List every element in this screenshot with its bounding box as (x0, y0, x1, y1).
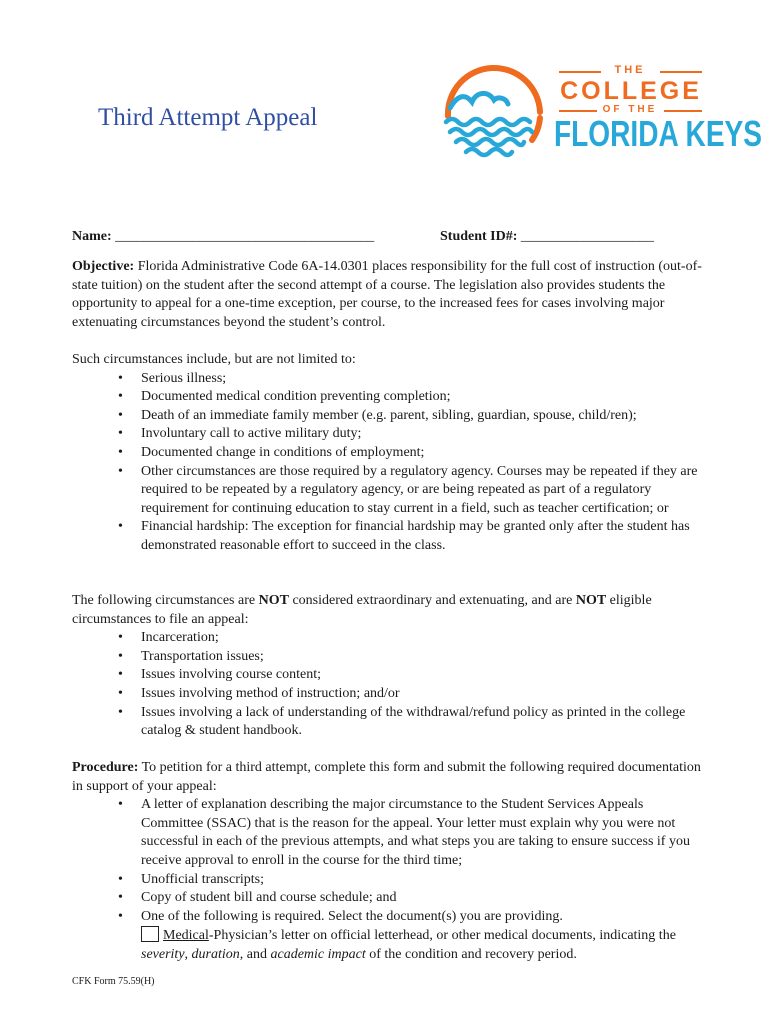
list-item: • Other circumstances are those required by a regulatory agency. Courses may be repeated if they are required to be repeated by a regulatory agency, or are being repeated as part of a regulatory requirement for continuing education to stay current in a field, such as teacher certification; or (72, 463, 702, 519)
list-item: • Financial hardship: The exception for financial hardship may be granted only after the student has demonstrated reasonable effort to succeed in the class. (72, 518, 702, 555)
not-eligible-list (72, 629, 702, 741)
medical-text-b: of the condition and recovery period. (365, 946, 577, 962)
procedure-label: Procedure: (72, 760, 139, 775)
student-id-blank[interactable]: ___________________ (520, 229, 654, 244)
not-emphasis-2: NOT (575, 593, 607, 608)
page-title: Third Attempt Appeal (98, 104, 318, 131)
list-item: • Copy of student bill and course schedule; and (72, 889, 702, 908)
student-id-label: Student ID#: (440, 229, 518, 244)
list-item: • Transportation issues; (72, 648, 702, 667)
logo-college: COLLEGE (560, 77, 702, 105)
list-item: • Unofficial transcripts; (72, 871, 702, 890)
medical-duration: duration (191, 946, 240, 962)
procedure-list (72, 796, 702, 926)
not-eligible-intro (72, 592, 702, 629)
student-id-field[interactable] (440, 229, 654, 245)
medical-checkbox[interactable] (141, 926, 159, 942)
circumstances-list (72, 370, 702, 556)
objective-label: Objective: (72, 259, 135, 274)
procedure-section (72, 759, 702, 965)
logo-florida-keys: FLORIDA KEYS (554, 113, 763, 154)
circumstances-section (72, 351, 702, 556)
logo-the: THE (614, 64, 646, 76)
medical-option (72, 926, 702, 964)
medical-label: Medical (163, 928, 209, 944)
not-eligible-section (72, 592, 702, 741)
list-item: • Serious illness; (72, 370, 702, 389)
objective-section (72, 258, 702, 332)
list-item: • Issues involving course content; (72, 666, 702, 685)
list-item: • One of the following is required. Select the document(s) you are providing. (72, 908, 702, 927)
name-field[interactable] (72, 229, 374, 245)
not-eligible-intro-c: eligible circumstances to file an appeal: (72, 593, 652, 627)
medical-sep1: , (184, 946, 192, 962)
not-eligible-intro-b: considered extraordinary and extenuating, and are (288, 593, 576, 608)
list-item: • Documented medical condition preventing completion; (72, 388, 702, 407)
medical-impact: academic impact (270, 946, 366, 962)
medical-text-a: -Physician’s letter on official letterhead, or other medical documents, indicating the (208, 928, 676, 944)
name-blank[interactable]: _____________________________________ (115, 229, 375, 244)
name-label: Name: (72, 229, 112, 244)
list-item: • A letter of explanation describing the major circumstance to the Student Services Appeals Committee (SSAC) that is the reason for the appeal. Your letter must explain why you were not successful in each of the previous attempts, and what steps you are taking to ensure success if you receive approval to enroll in the course for the third time; (72, 796, 702, 870)
not-eligible-intro-a: The following circumstances are (72, 593, 259, 608)
not-emphasis-1: NOT (258, 593, 289, 608)
list-item: • Death of an immediate family member (e.g. parent, sibling, guardian, spouse, child/ren); (72, 407, 702, 426)
procedure-text: To petition for a third attempt, complete this form and submit the following required documentation in support of your appeal: (72, 760, 701, 794)
list-item: • Involuntary call to active military duty; (72, 425, 702, 444)
medical-severity: severity (141, 946, 185, 962)
list-item: • Documented change in conditions of employment; (72, 444, 702, 463)
list-item: • Issues involving a lack of understanding of the withdrawal/refund policy as printed in the college catalog & student handbook. (72, 704, 702, 741)
list-item: • Issues involving method of instruction; and/or (72, 685, 702, 704)
form-number: CFK Form 75.59(H) (72, 976, 155, 987)
logo-of-the: OF THE (602, 104, 658, 115)
list-item: • Incarceration; (72, 629, 702, 648)
medical-sep2: , and (239, 946, 271, 962)
circumstances-intro: Such circumstances include, but are not limited to: (72, 352, 356, 367)
objective-text: Florida Administrative Code 6A-14.0301 places responsibility for the full cost of instruction (out-of- state tuition) on the student after the second attempt of a course. The legislation also provides students the opportunity to appeal for a one-time exception, per course, to the increased fees for cases involving major extenuating circumstances beyond the student’s control. (72, 259, 702, 330)
